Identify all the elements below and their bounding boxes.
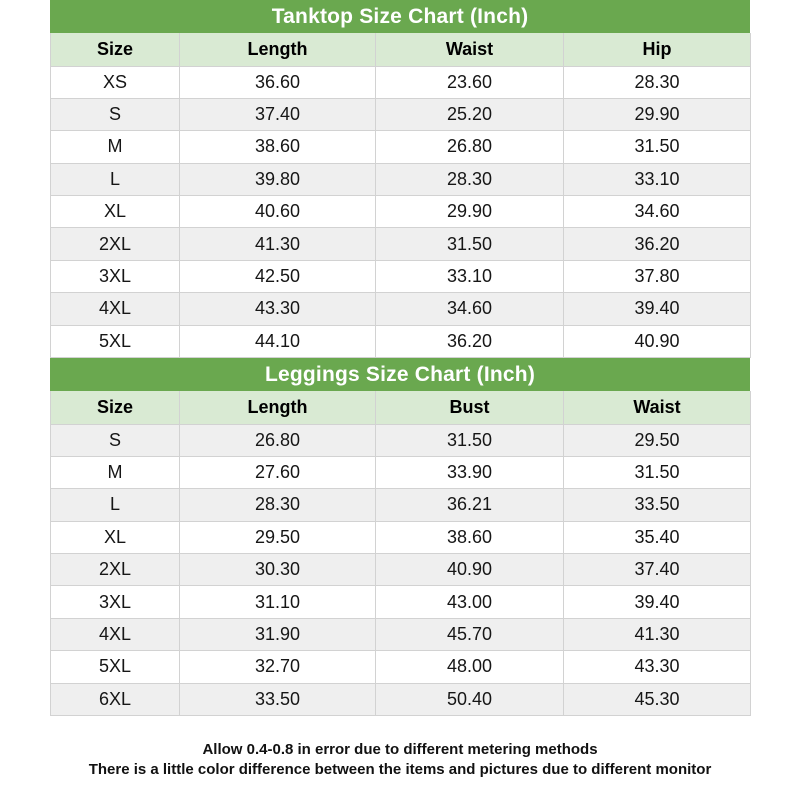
size-cell: 2XL xyxy=(51,554,180,586)
column-header-waist: Waist xyxy=(376,33,564,66)
measurement-cell: 38.60 xyxy=(180,131,376,163)
measurement-cell: 29.50 xyxy=(180,521,376,553)
leggings-table-body xyxy=(51,424,751,716)
measurement-cell: 31.50 xyxy=(564,131,751,163)
measurement-cell: 48.00 xyxy=(376,651,564,683)
tanktop-table-body xyxy=(51,66,751,358)
measurement-cell: 33.90 xyxy=(376,456,564,488)
size-cell: 5XL xyxy=(51,651,180,683)
column-header-waist: Waist xyxy=(564,391,751,424)
tanktop-chart-title: Tanktop Size Chart (Inch) xyxy=(50,0,750,33)
column-header-size: Size xyxy=(51,33,180,66)
measurement-cell: 31.90 xyxy=(180,618,376,650)
measurement-cell: 25.20 xyxy=(376,98,564,130)
disclaimer xyxy=(0,740,800,780)
measurement-cell: 45.30 xyxy=(564,683,751,715)
table-row-xl xyxy=(51,521,751,553)
measurement-cell: 27.60 xyxy=(180,456,376,488)
measurement-cell: 33.50 xyxy=(180,683,376,715)
table-row-4xl xyxy=(51,293,751,325)
measurement-cell: 36.21 xyxy=(376,489,564,521)
size-cell: 3XL xyxy=(51,586,180,618)
table-row-s xyxy=(51,424,751,456)
size-cell: S xyxy=(51,98,180,130)
measurement-cell: 31.50 xyxy=(564,456,751,488)
table-row-6xl xyxy=(51,683,751,715)
column-header-hip: Hip xyxy=(564,33,751,66)
size-cell: M xyxy=(51,456,180,488)
measurement-cell: 31.50 xyxy=(376,424,564,456)
tanktop-size-table xyxy=(50,33,751,358)
measurement-cell: 26.80 xyxy=(376,131,564,163)
measurement-cell: 34.60 xyxy=(376,293,564,325)
measurement-cell: 37.40 xyxy=(564,554,751,586)
measurement-cell: 40.60 xyxy=(180,196,376,228)
size-cell: 6XL xyxy=(51,683,180,715)
measurement-cell: 26.80 xyxy=(180,424,376,456)
measurement-cell: 33.10 xyxy=(564,163,751,195)
table-row-xl xyxy=(51,196,751,228)
measurement-cell: 44.10 xyxy=(180,325,376,357)
leggings-size-chart xyxy=(50,358,750,716)
measurement-cell: 50.40 xyxy=(376,683,564,715)
size-cell: L xyxy=(51,163,180,195)
measurement-cell: 42.50 xyxy=(180,260,376,292)
measurement-cell: 32.70 xyxy=(180,651,376,683)
size-cell: 4XL xyxy=(51,293,180,325)
measurement-cell: 41.30 xyxy=(564,618,751,650)
disclaimer-line-1: Allow 0.4-0.8 in error due to different metering methods xyxy=(202,741,598,759)
measurement-cell: 29.90 xyxy=(564,98,751,130)
measurement-cell: 38.60 xyxy=(376,521,564,553)
table-row-l xyxy=(51,489,751,521)
size-cell: S xyxy=(51,424,180,456)
leggings-size-table xyxy=(50,391,751,716)
measurement-cell: 28.30 xyxy=(376,163,564,195)
measurement-cell: 28.30 xyxy=(180,489,376,521)
table-row-5xl xyxy=(51,325,751,357)
size-cell: M xyxy=(51,131,180,163)
table-row-m xyxy=(51,456,751,488)
table-row-xs xyxy=(51,66,751,98)
table-row-m xyxy=(51,131,751,163)
measurement-cell: 39.40 xyxy=(564,586,751,618)
measurement-cell: 31.10 xyxy=(180,586,376,618)
table-row-s xyxy=(51,98,751,130)
size-cell: XS xyxy=(51,66,180,98)
measurement-cell: 36.20 xyxy=(564,228,751,260)
measurement-cell: 29.50 xyxy=(564,424,751,456)
measurement-cell: 28.30 xyxy=(564,66,751,98)
measurement-cell: 29.90 xyxy=(376,196,564,228)
leggings-header-row xyxy=(51,391,751,424)
size-cell: 5XL xyxy=(51,325,180,357)
measurement-cell: 33.10 xyxy=(376,260,564,292)
tanktop-header-row xyxy=(51,33,751,66)
size-cell: XL xyxy=(51,521,180,553)
table-row-3xl xyxy=(51,260,751,292)
measurement-cell: 37.40 xyxy=(180,98,376,130)
measurement-cell: 37.80 xyxy=(564,260,751,292)
measurement-cell: 43.30 xyxy=(564,651,751,683)
measurement-cell: 35.40 xyxy=(564,521,751,553)
table-row-2xl xyxy=(51,228,751,260)
measurement-cell: 39.40 xyxy=(564,293,751,325)
table-row-l xyxy=(51,163,751,195)
size-cell: 2XL xyxy=(51,228,180,260)
column-header-length: Length xyxy=(180,33,376,66)
measurement-cell: 30.30 xyxy=(180,554,376,586)
measurement-cell: 23.60 xyxy=(376,66,564,98)
size-cell: 3XL xyxy=(51,260,180,292)
measurement-cell: 41.30 xyxy=(180,228,376,260)
table-row-3xl xyxy=(51,586,751,618)
column-header-bust: Bust xyxy=(376,391,564,424)
column-header-length: Length xyxy=(180,391,376,424)
measurement-cell: 39.80 xyxy=(180,163,376,195)
table-row-2xl xyxy=(51,554,751,586)
measurement-cell: 45.70 xyxy=(376,618,564,650)
measurement-cell: 31.50 xyxy=(376,228,564,260)
size-cell: 4XL xyxy=(51,618,180,650)
table-row-4xl xyxy=(51,618,751,650)
column-header-size: Size xyxy=(51,391,180,424)
leggings-chart-title: Leggings Size Chart (Inch) xyxy=(50,358,750,391)
measurement-cell: 43.30 xyxy=(180,293,376,325)
measurement-cell: 36.20 xyxy=(376,325,564,357)
size-cell: XL xyxy=(51,196,180,228)
measurement-cell: 43.00 xyxy=(376,586,564,618)
measurement-cell: 36.60 xyxy=(180,66,376,98)
disclaimer-line-2: There is a little color difference between the items and pictures due to different monitor xyxy=(88,761,712,779)
size-cell: L xyxy=(51,489,180,521)
table-row-5xl xyxy=(51,651,751,683)
measurement-cell: 34.60 xyxy=(564,196,751,228)
tanktop-size-chart xyxy=(50,0,750,358)
measurement-cell: 40.90 xyxy=(564,325,751,357)
measurement-cell: 33.50 xyxy=(564,489,751,521)
measurement-cell: 40.90 xyxy=(376,554,564,586)
